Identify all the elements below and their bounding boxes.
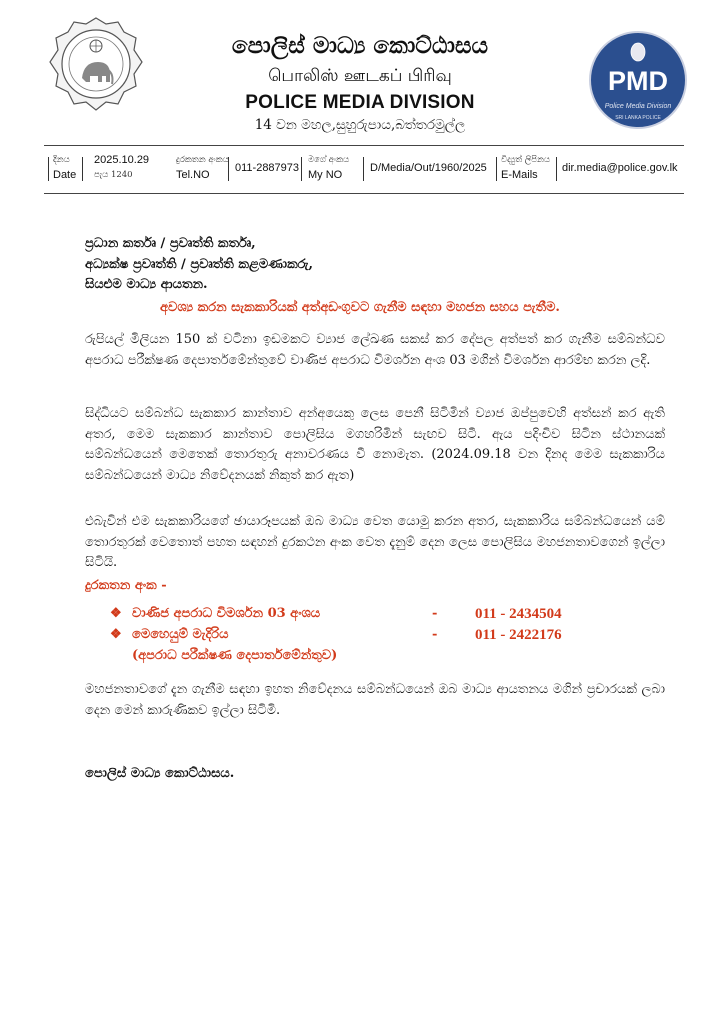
time-value-text: පැය 1240 xyxy=(94,170,133,180)
phone-dash: - xyxy=(432,606,438,621)
paragraph-3: එබැවින් එම සැකකාරියගේ ඡායාරූපයක් ඔබ මාධ්‍ය වෙත යොමු කරන අතර, සැකකාරිය සම්බන්ධයෙන් යම් තොරතුරක් වෙතොත් පහත සඳහන් දුරකථන අංක වෙත දැනුම් දෙන ලෙස පොලිසිය මහජනතාවගෙන් ඉල්ලා සිටියි. xyxy=(85,514,665,570)
header-title-english: POLICE MEDIA DIVISION xyxy=(245,92,475,113)
header-title-tamil: பொலிஸ் ஊடகப் பிரிவு xyxy=(268,66,452,86)
addressee-block xyxy=(85,234,313,296)
header-title-sinhala: පොලිස් මාධ්‍ය කොට්ඨාසය xyxy=(231,32,489,59)
myno-label-en: My NO xyxy=(308,169,343,181)
date-value-text: 2025.10.29 xyxy=(94,154,150,166)
email-label xyxy=(501,153,550,183)
paragraph-4: මහජනතාවගේ දැන ගැනීම සඳහා ඉහත නිවේදනය සම්බන්ධයෙන් ඔබ මාධ්‍ය ආයතනය මගින් ප්‍රචාරයක් ලබා දෙන මෙන් කාරුණිකව ඉල්ලා සිටිමි. xyxy=(85,682,665,718)
myno-value-text: D/Media/Out/1960/2025 xyxy=(370,162,487,174)
phone-label: වාණිජ අපරාධ විමර්ශන 03 අංශය xyxy=(132,606,321,621)
pmd-logo-ring-text: Police Media Division xyxy=(604,103,672,110)
date-label xyxy=(53,153,76,183)
paragraph-1: රුපියල් මිලියන 150 ක් වටිනා ඉඩමකට ව්‍යාජ ලේඛණ සකස් කර දේපල අත්පත් කර ගැනීම සම්බන්ධව අපරාධ පරීක්ෂණ දෙපාර්තමේන්තුවේ වාණිජ අපරාධ විමර්ශන අංශ 03 මගින් විමර්ශන ආරම්භ කරන ලදි. xyxy=(85,332,665,368)
myno-label-si: මගේ අංකය xyxy=(308,155,350,165)
phone-label: මෙහෙයුම් මැදිරිය xyxy=(132,627,229,642)
header-address: 14 වන මහල,සුහුරුපාය,බත්තරමුල්ල xyxy=(254,117,466,133)
pmd-logo-bottom-text: SRI LANKA POLICE xyxy=(615,115,661,121)
phone-number: 011 - 2422176 xyxy=(475,627,562,643)
paragraph-2: සිද්ධියට සම්බන්ධ සැකකාර කාන්තාව අන්අයෙකු ලෙස පෙනී සිටිමින් ව්‍යාජ ඔප්පුවෙහි අත්සන් කර ඇති අතර, මෙම සැකකාර කාන්තාව පොලිසිය මගහරිමින් සැඟව සිටී. ඇය පදිංචිව සිටින ස්ථානයක් සම්බන්ධයෙන් මෙතෙක් තොරතුරු අනාවරණය වී නොමැත. (2024.09.18 වන දිනද මෙම සැකකාරිය සම්බන්ධයෙන් මාධ්‍ය නිවේදනයක් නිකුත් කර ඇත) xyxy=(85,406,666,483)
email-label-en: E-Mails xyxy=(501,169,538,181)
tel-value xyxy=(235,161,299,176)
addressee-line: සියළුම මාධ්‍ය ආයතන. xyxy=(85,277,208,292)
meta-divider xyxy=(228,157,229,181)
myno-value xyxy=(370,161,487,176)
addressee-line: අධ්‍යක්ෂ ප්‍රවෘත්ති / ප්‍රවෘත්ති කළමණාකරු, xyxy=(85,256,314,272)
tel-value-text: 011-2887973 xyxy=(235,162,300,174)
meta-bottom-rule xyxy=(44,193,684,194)
bullet-diamond-icon: ❖ xyxy=(110,627,122,642)
phone-dash: - xyxy=(432,627,438,642)
meta-row xyxy=(48,153,688,189)
subject-line: අවශ්‍ය කරන සැකකාරියක් අත්අඩංගුවට ගැනීම සඳහා මහජන සහය පැතීම. xyxy=(160,300,560,315)
bullet-diamond-icon: ❖ xyxy=(110,606,122,621)
email-label-si: විද්‍යුත් ලිපිනය xyxy=(501,155,550,165)
phones-heading: දුරකතන අංක - xyxy=(85,578,167,593)
email-value xyxy=(562,161,678,176)
meta-divider xyxy=(363,157,364,181)
date-value xyxy=(94,153,149,183)
signature: පොලිස් මාධ්‍ය කොට්ඨාසය. xyxy=(85,766,235,781)
meta-divider xyxy=(301,157,302,181)
tel-label-si: දුරකතන අංකය xyxy=(176,155,229,165)
meta-divider xyxy=(496,157,497,181)
phone-note: (අපරාධ පරීක්ෂණ දෙපාර්තමේන්තුව) xyxy=(132,648,338,663)
tel-label xyxy=(176,153,229,183)
email-value-text: dir.media@police.gov.lk xyxy=(562,162,678,174)
tel-label-en: Tel.NO xyxy=(176,169,210,181)
meta-divider xyxy=(48,157,49,181)
date-label-si: දිනය xyxy=(53,155,70,165)
meta-divider xyxy=(556,157,557,181)
police-seal-icon xyxy=(48,16,144,112)
pmd-logo-text: PMD xyxy=(608,66,668,96)
meta-top-rule xyxy=(44,145,684,146)
date-label-en: Date xyxy=(53,169,77,181)
myno-label xyxy=(308,153,349,183)
meta-divider xyxy=(82,157,83,181)
phone-number: 011 - 2434504 xyxy=(475,606,562,622)
pmd-logo-icon xyxy=(588,30,688,130)
addressee-line: ප්‍රධාන කර්තෘ / ප්‍රවෘත්ති කර්තෘ, xyxy=(85,236,256,251)
